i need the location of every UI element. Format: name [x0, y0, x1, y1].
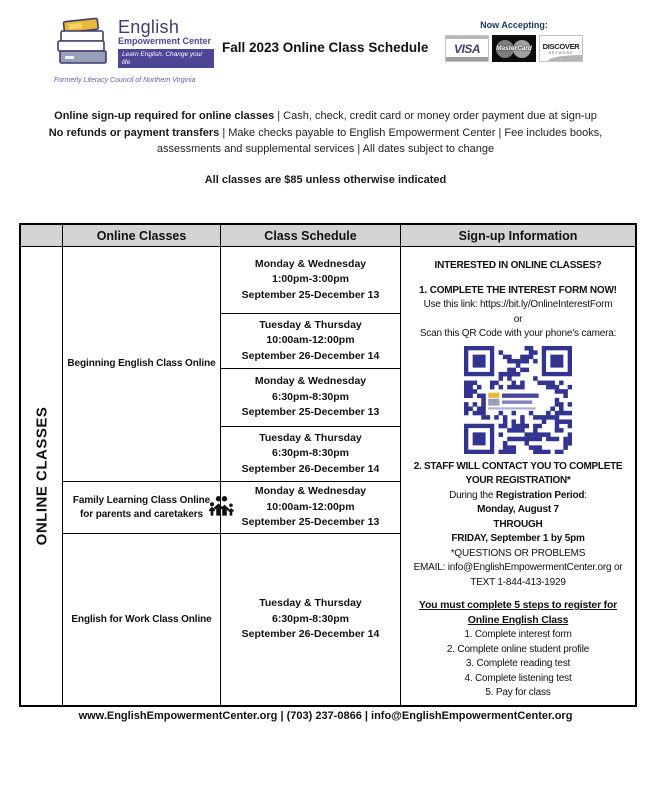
mastercard-logo-icon: MasterCard — [492, 35, 536, 62]
org-tagline: Learn English. Change your life — [118, 49, 214, 68]
interested-heading: INTERESTED IN ONLINE CLASSES? — [434, 260, 602, 271]
org-logo — [54, 16, 214, 84]
class-name-beginning: Beginning English Class Online — [63, 247, 221, 482]
registration-period-line: During the Registration Period: — [449, 489, 587, 501]
schedule-table — [19, 223, 637, 707]
schedule-row: Tuesday & Thursday 6:30pm-8:30pm September 26-December 14 — [221, 427, 401, 482]
contact-text-line: TEXT 1-844-413-1929 — [470, 576, 566, 588]
notice-line-1: Online sign-up required for online classes | Cash, check, credit card or money order payment due at sign-up — [54, 110, 597, 122]
books-stack-icon — [54, 16, 112, 73]
payment-notice — [20, 108, 631, 188]
step-item: 1. Complete interest form — [464, 629, 572, 640]
schedule-row: Monday & Wednesday 6:30pm-8:30pm September 25-December 13 — [221, 369, 401, 427]
schedule-row-family: Monday & Wednesday 10:00am-12:00pm September 25-December 13 — [221, 482, 401, 534]
table-header-corner — [21, 225, 63, 247]
signup-info-cell — [401, 247, 635, 705]
schedule-row: Tuesday & Thursday 6:30pm-8:30pm September 26-December 14 — [221, 534, 401, 705]
through-label: THROUGH — [493, 518, 543, 530]
page-title: Fall 2023 Online Class Schedule — [222, 40, 429, 55]
table-header-classes: Online Classes — [63, 225, 221, 247]
family-icon — [208, 494, 235, 521]
step-item: 5. Pay for class — [485, 687, 551, 698]
schedule-row: Monday & Wednesday 1:00pm-3:00pm September 25-December 13 — [221, 247, 401, 314]
org-former-name: Formerly Literacy Council of Northern Virginia — [54, 77, 196, 84]
qr-code — [464, 346, 572, 454]
online-classes-vertical-label: ONLINE CLASSES — [33, 406, 50, 546]
visa-logo-icon: VISA — [445, 35, 489, 62]
discover-logo-icon: DISCOVER NETWORK — [539, 35, 583, 62]
side-label-cell — [21, 247, 63, 705]
class-name-work: English for Work Class Online — [63, 534, 221, 705]
steps-list — [408, 628, 628, 701]
step-item: 4. Complete listening test — [464, 672, 572, 684]
org-name-primary: English — [118, 17, 180, 37]
step1-heading: 1. COMPLETE THE INTEREST FORM NOW! — [419, 284, 617, 296]
class-name-family: Family Learning Class Online for parents and caretakers — [63, 482, 221, 534]
notice-line-2: No refunds or payment transfers | Make checks payable to English Empowerment Center | Fee includes books, — [48, 126, 603, 139]
registration-start-date: Monday, August 7 — [477, 504, 559, 515]
five-steps-heading: You must complete 5 steps to register for Online English Class — [418, 599, 618, 626]
notice-line-3: assessments and supplemental services | All dates subject to change — [156, 143, 495, 155]
or-text: or — [513, 313, 523, 325]
step-item: 2. Complete online student profile — [446, 643, 590, 655]
payment-cards-block — [443, 20, 585, 62]
qr-instruction: Scan this QR Code with your phone’s camera: — [419, 328, 617, 339]
step-item: 3. Complete reading test — [465, 658, 571, 669]
now-accepting-label: Now Accepting: — [480, 20, 548, 30]
table-header-signup: Sign-up Information — [401, 225, 635, 247]
questions-label: *QUESTIONS OR PROBLEMS — [450, 547, 586, 559]
price-note: All classes are $85 unless otherwise indicated — [204, 173, 447, 186]
step2-heading: 2. STAFF WILL CONTACT YOU TO COMPLETE YOUR REGISTRATION* — [413, 460, 623, 486]
table-header-schedule: Class Schedule — [221, 225, 401, 247]
contact-email-line: EMAIL: info@EnglishEmpowermentCenter.org or — [413, 562, 623, 573]
schedule-row: Tuesday & Thursday 10:00am-12:00pm September 26-December 14 — [221, 314, 401, 369]
registration-end-date: FRIDAY, September 1 by 5pm — [451, 533, 585, 544]
footer-contact-line: www.EnglishEmpowermentCenter.org | (703) 237-0866 | info@EnglishEmpowermentCenter.org — [78, 710, 573, 722]
org-name-secondary: Empowerment Center — [118, 36, 212, 46]
interest-form-link: Use this link: https://bit.ly/OnlineInterestForm — [423, 299, 613, 310]
